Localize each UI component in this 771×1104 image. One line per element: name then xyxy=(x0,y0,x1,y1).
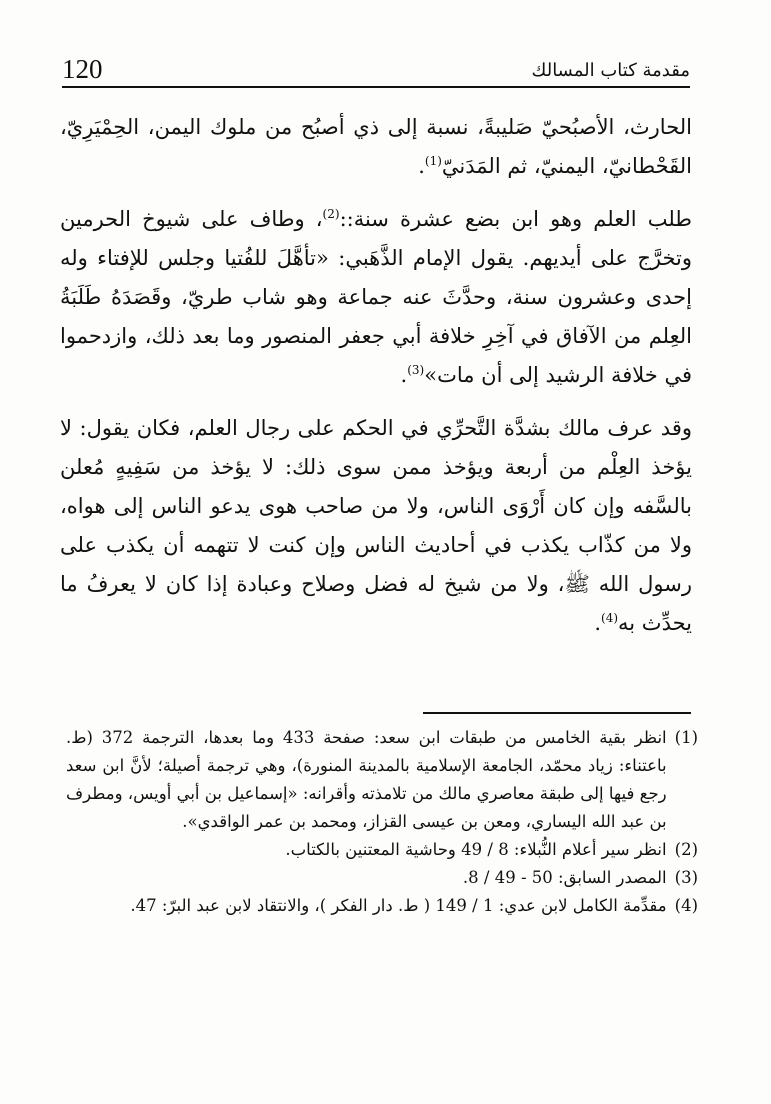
page-number: 120 xyxy=(62,54,103,84)
header-rule xyxy=(62,86,690,88)
footnote-2 xyxy=(66,836,698,864)
paragraph-text: الحارث، الأصبُحيّ صَليبةً، نسبة إلى ذي أصبُح من ملوك اليمن، الحِمْيَرِيّ، القَحْطانيّ، اليمنيّ، ثم المَدَنيّ xyxy=(60,115,692,178)
sentence-end: . xyxy=(594,611,601,635)
footnote-number: (3) xyxy=(674,868,698,887)
footnote-3 xyxy=(66,864,698,892)
footnote-number: (4) xyxy=(674,896,698,915)
sentence-end: . xyxy=(418,154,425,178)
sentence-end: . xyxy=(462,868,469,887)
footnote-number: (2) xyxy=(674,840,698,859)
footnote-text: انظر سير أعلام النُّبلاء: 8 / 49 وحاشية المعتنين بالكتاب. xyxy=(285,840,667,859)
paragraph-lineage xyxy=(60,108,692,186)
footnote-number: (1) xyxy=(674,728,698,747)
footnote-4 xyxy=(66,892,698,920)
footnote-body xyxy=(66,864,667,892)
footnote-reference: (3) xyxy=(407,363,425,377)
sentence-end: . xyxy=(400,363,408,387)
running-head-title: مقدمة كتاب المسالك xyxy=(531,60,690,81)
footnote-1 xyxy=(66,724,698,836)
paragraph-scrutiny xyxy=(60,409,692,643)
running-head xyxy=(62,54,690,88)
paragraph-text: ، وطاف على شيوخ الحرمين وتخرَّج على أيديهم. يقول الإمام الذَّهَبي: «تأهَّلَ للفُتيا وجلس للإفتاء وله إحدى وعشرون سنة، وحدَّثَ عنه جماعة وهو شاب طريّ، وقَصَدَهُ طَلَبَةُ العِلم من الآفاق في آخِرِ خلافة أبي جعفر المنصور وما بعد ذلك، وازدحموا في خلافة الرشيد إلى أن مات» xyxy=(60,207,692,387)
paragraph-text: وقد عرف مالك بشدَّة التَّحرِّي في الحكم على رجال العلم، فكان يقول: لا يؤخذ العِلْم من أربعة ويؤخذ ممن سوى ذلك: لا يؤخذ من سَفِيهٍ مُعلن بالسَّفه وإن كان أَرْوَى الناس، ولا من صاحب هوى يدعو الناس إلى هواه، ولا من كذّاب يكذب في أحاديث الناس وإن كنت لا تتهمه أن يكذب على رسول الله ﷺ، ولا من شيخ له فضل وصلاح وعبادة إذا كان لا يعرفُ ما يحدِّث به xyxy=(60,416,692,635)
footnote-separator xyxy=(423,712,691,714)
footnote-reference: (2) xyxy=(322,207,340,221)
footnote-reference: (1) xyxy=(424,154,442,168)
paragraph-learning xyxy=(60,200,692,395)
footnotes xyxy=(66,724,698,920)
main-text xyxy=(60,108,692,657)
footnote-text: المصدر السابق: xyxy=(558,868,667,887)
footnote-citation: 8 / 49 - 50 xyxy=(468,868,553,887)
footnote-text: مقدِّمة الكامل لابن عدي: 1 / 149 ( ط. دار الفكر )، والانتقاد لابن عبد البرّ: 47. xyxy=(130,896,667,915)
footnote-reference: (4) xyxy=(601,611,619,625)
paragraph-text: طلب العلم وهو ابن بضع عشرة سنة:: xyxy=(339,207,692,231)
footnote-text: انظر بقية الخامس من طبقات ابن سعد: صفحة 433 وما بعدها، الترجمة 372 (ط. باعتناء: زياد محمّد، الجامعة الإسلامية بالمدينة المنورة)، وهي ترجمة أصيلة؛ لأنَّ ابن سعد رجع فيها إلى طبقة معاصري مالك من تلامذته وأقرانه: «إسماعيل بن أبي أويس، ومطرف بن عبد الله اليساري، ومعن بن عيسى القزاز، ومحمد بن عمر الواقدي». xyxy=(66,728,667,831)
